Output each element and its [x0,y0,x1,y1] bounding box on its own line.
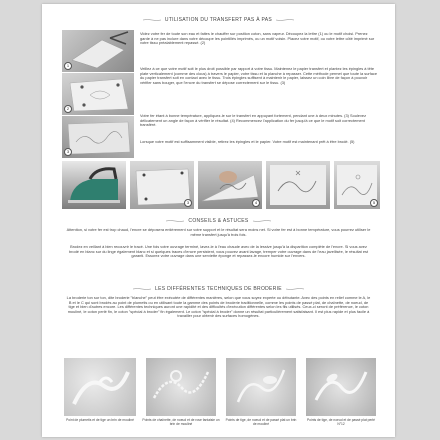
strip-photo-iron [62,161,126,209]
tips-paragraph-1: Attention, si votre fer est trop chaud, l'encre se déposera entièrement sur votre support et le résultat sera moins net. Si votre fer est à bonne température, vous pourrez utiliser le même transfert jusqu'à trois fois. [66,227,371,237]
scissors-icon [62,30,134,72]
ornament-icon [276,19,294,21]
sample-caption-2: Points de chaînette, de noeud et de rose fantaisie un brin de mouliné [142,418,220,426]
ornament-icon [166,220,184,222]
step-text-1: Videz votre fer de toute son eau et faites le chauffer sur position coton, sans vapeur. Découpez la lettre (1) ou le motif choisi. Prenez garde à ne pas inclure dans votre découpe les pointillés imprimés, ou un motif voisin. Placez votre motif, ou votre lettre côté imprimé sur votre tissu préalablement repassé. (2) [140,31,375,46]
sample-photo-plumetis [64,358,136,416]
fabric-icon [62,116,134,158]
strip-number: 3 [184,199,192,207]
motif-icon [266,161,330,209]
section-heading-techniques [42,286,395,292]
sample-caption-1: Point de plumetis et de tige un brin de mouliné [66,418,134,422]
embroidery-icon [64,358,136,416]
step-photo-pinning [62,73,134,115]
section-title: UTILISATION DU TRANSFERT PAS À PAS [164,17,273,23]
step-text-3: Votre fer étant à bonne température, appliquez-le sur le transfert en appuyant fortement, pendant une à deux minutes. (3) Soulevez délicatement un angle de façon à vérifier le résultat. (4) Recommencez l'application du fer jusqu'à ce que le motif soit correctement transféré. [140,113,367,128]
step-number: 1 [64,62,72,70]
step-text-4: Lorsque votre motif est suffisamment visible, retirez les épingles et le papier. Votre motif est maintenant prêt à être brodé. (5) [140,139,355,144]
tips-paragraph-2: Brodez en veillant à bien recouvrir le tracé. Une fois votre ouvrage terminé, lavez-le à l'eau chaude avec de la lessive jusqu'à la disparition complète de l'encre. Si vous avez brodé en blanc sur du linge également blanc et si quelques traces d'encre persistent, vous pouvez avant lavage, tremper votre ouvrage dans de l'eau javellisée, le résultat est garanti. Essorez votre ouvrage dans une serviette éponge et repassez-le encore humide sur l'envers. [68,244,369,259]
strip-photo-lift [198,161,262,209]
section-heading-transfer [42,17,395,23]
iron-icon [62,161,126,209]
step-photo-cutting [62,30,134,72]
instruction-sheet [42,4,395,437]
strip-photo-transferred [266,161,330,209]
embroidery-icon [226,358,296,416]
step-number: 2 [64,105,72,113]
section-title: LES DIFFÉRENTES TECHNIQUES DE BRODERIE [155,286,282,292]
embroidery-icon [146,358,216,416]
strip-number: 4 [252,199,260,207]
strip-photo-ready [334,161,380,209]
pin-icon [62,73,134,115]
section-title: CONSEILS & ASTUCES [188,218,249,224]
sample-photo-tige [226,358,296,416]
ornament-icon [143,19,161,21]
sample-photo-perle [306,358,376,416]
ornament-icon [286,288,304,290]
step-photo-checking [62,116,134,158]
strip-photo-pins [130,161,194,209]
step-text-2: Veillez à ce que votre motif soit le plus droit possible par rapport à votre tissu. Maintenez le papier transfert et plantez les épingles à tête plate verticalement (comme des clous) à travers le papier, votre tissu et la planche à repasser. Cette méthode permet que toute la surface du papier transfert soit en contact avec le tissu. Trois épingles suffisent à maintenir le papier, laissez un coin libre de façon à pouvoir vérifier sans bouger, que l'encre du transfert se dépose correctement sur le tissu. (3) [140,66,378,85]
sample-caption-4: Points de tige, de noeud et de passé plat perlé N°12 [306,418,375,426]
ornament-icon [133,288,151,290]
embroidery-icon [306,358,376,416]
strip-number: 5 [370,199,378,207]
sample-caption-3: Points de tige, de noeud et de passé plat un brin de mouliné [225,418,297,426]
section-heading-tips [42,218,395,224]
ornament-icon [253,220,271,222]
techniques-paragraph: La broderie ton sur ton, dite broderie "blanche" peut être exécutée de différentes manières, selon que vous soyez experte ou débutante. Avec des points en relief comme le A, le B et le C qui sont brodés au point de plumetis ou en utilisant toute la gamme des points de broderie traditionnelle, comme les points de passé plat, de chaînette, de noeud, de tige et bien d'autres encore. Les différentes techniques auront une rapidité et des difficultés d'exécution différentes selon les fils utilisés. Ceux-ci seront de préférence, le coton mouliné, le coton perlé fin, le coton "spécial à broder" fin également. Le coton "spécial à broder" donne un résultat particulièrement satisfaisant. Il est plus rapide et plus facile à travailler pour obtenir des surfaces homogènes. [66,295,371,319]
sample-photo-chainette [146,358,216,416]
step-number: 3 [64,148,72,156]
